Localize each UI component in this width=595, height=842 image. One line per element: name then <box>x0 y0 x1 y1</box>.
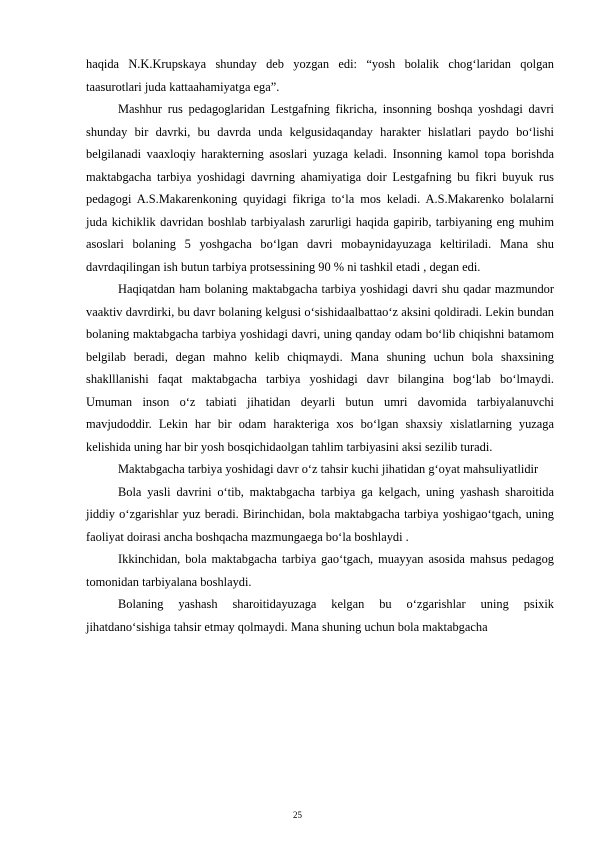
paragraph-first-change: Bola yasli davrini o‘tib, maktabgacha tarbiya ga kelgach, uning yashash sharoitida jiddiy o‘zgarishlar yuz beradi. Birinchidan, bola maktabgacha tarbiya yoshigao‘tgach, uning faoliyat doirasi ancha boshqacha mazmungaega bo‘la boshlaydi . <box>86 484 554 544</box>
paragraph-responsibility: Maktabgacha tarbiya yoshidagi davr o‘z tahsir kuchi jihatidan g‘oyat mahsuliyatlidir <box>118 462 539 476</box>
page-number: 25 <box>293 810 302 820</box>
paragraph-preschool-period: Haqiqatdan ham bolaning maktabgacha tarbiya yoshidagi davri shu qadar mazmundor vaaktiv davrdirki, bu davr bolaning kelgusi o‘sishidaalbattao‘z aksini qoldiradi. Lekin bundan bolaning maktabgacha tarbiya yoshidagi davri, uning qanday odam bo‘lib chiqishni batamom belgilab beradi, degan mahno kelib chiqmaydi. Mana shuning uchun bola shaxsining shaklllanishi faqat maktabgacha tarbiya yoshidagi davr bilangina bog‘lab bo‘lmaydi. Umuman inson o‘z tabiati jihatidan deyarli butun umri davomida tarbiyalanuvchi mavjudoddir. Lekin har bir odam harakteriga xos bo‘lgan shaxsiy xislatlarning yuzaga kelishida uning har bir yosh bosqichidaolgan tahlim tarbiyasini aksi sezilib turadi. <box>86 282 554 454</box>
paragraph-second-change: Ikkinchidan, bola maktabgacha tarbiya gao‘tgach, muayyan asosida mahsus pedagog tomonidan tarbiyalana boshlaydi. <box>86 552 554 589</box>
paragraph-psychic-development: Bolaning yashash sharoitidayuzaga kelgan bu o‘zgarishlar uning psixik jihatdano‘sishiga tahsir etmay qolmaydi. Mana shuning uchun bola maktabgacha <box>86 597 554 634</box>
paragraph-lestgaf-makarenko: Mashhur rus pedagoglaridan Lestgafning fikricha, insonning boshqa yoshdagi davri shunday bir davrki, bu davrda unda kelgusidaqanday harakter hislatlari paydo bo‘lishi belgilanadi vaaxloqiy harakterning asoslari yuzaga keladi. Insonning kamol topa borishda maktabgacha tarbiya yoshidagi davrning ahamiyatiga doir Lestgafning bu fikri buyuk rus pedagogi A.S.Makarenkoning quyidagi fikriga to‘la mos keladi. A.S.Makarenko bolalarni juda kichiklik davridan boshlab tarbiyalash zarurligi haqida gapirib, tarbiyaning eng muhim asoslari bolaning 5 yoshgacha bo‘lgan davri mobaynidayuzaga keltiriladi. Mana shu davrdaqilingan ish butun tarbiya protsessining 90 % ni tashkil etadi , degan edi. <box>86 102 554 274</box>
paragraph-krupskaya-quote: haqida N.K.Krupskaya shunday deb yozgan edi: “yosh bolalik chog‘laridan qolgan taasurotlari juda kattaahamiyatga ega”. <box>86 57 554 94</box>
page-body-text <box>86 53 554 638</box>
